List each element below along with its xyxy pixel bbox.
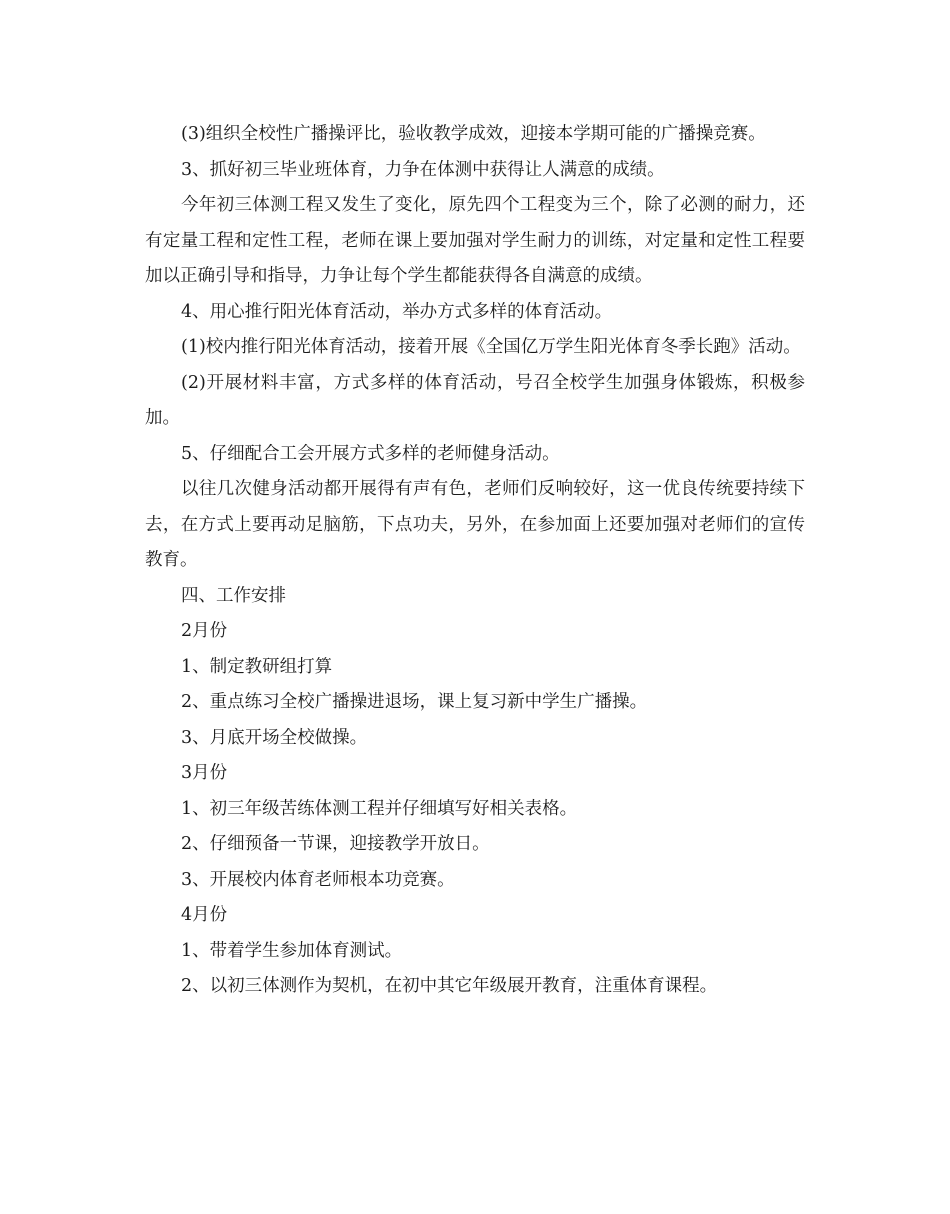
list-item: 2、以初三体测作为契机，在初中其它年级展开教育，注重体育课程。: [181, 976, 718, 996]
list-item: 3、开展校内体育老师根本功竞赛。: [181, 869, 455, 890]
paragraph: (3)组织全校性广播操评比，验收教学成效，迎接本学期可能的广播操竞赛。: [181, 124, 766, 144]
paragraph: 3、抓好初三毕业班体育，力争在体测中获得让人满意的成绩。: [181, 159, 665, 180]
list-item: 2、重点练习全校广播操进退场，课上复习新中学生广播操。: [181, 692, 648, 712]
month-heading: 2月份: [181, 621, 228, 641]
list-item: 3、月底开场全校做操。: [181, 727, 368, 748]
paragraph: 以往几次健身活动都开展得有声有色，老师们反响较好，这一优良传统要持续下去，在方式上要再动足脑筋，下点功夫，另外，在参加面上还要加强对老师们的宣传教育。: [145, 479, 805, 570]
paragraph: (1)校内推行阳光体育活动，接着开展《全国亿万学生阳光体育冬季长跑》活动。: [181, 337, 801, 357]
paragraph: 4、用心推行阳光体育活动，举办方式多样的体育活动。: [181, 301, 613, 322]
month-heading: 4月份: [181, 905, 228, 925]
document-body: [145, 117, 805, 1005]
paragraph: (2)开展材料丰富，方式多样的体育活动，号召全校学生加强身体锻炼，积极参加。: [145, 372, 805, 428]
list-item: 1、初三年级苦练体测工程并仔细填写好相关表格。: [181, 798, 578, 819]
list-item: 2、仔细预备一节课，迎接教学开放日。: [181, 834, 490, 854]
list-item: 1、制定教研组打算: [181, 656, 333, 677]
list-item: 1、带着学生参加体育测试。: [181, 940, 403, 961]
paragraph: 今年初三体测工程又发生了变化，原先四个工程变为三个，除了必测的耐力，还有定量工程和定性工程，老师在课上要加强对学生耐力的训练，对定量和定性工程要加以正确引导和指导，力争让每个学生都能获得各自满意的成绩。: [145, 195, 805, 286]
paragraph: 5、仔细配合工会开展方式多样的老师健身活动。: [181, 443, 560, 464]
month-heading: 3月份: [181, 763, 228, 783]
section-heading: 四、工作安排: [181, 585, 286, 606]
